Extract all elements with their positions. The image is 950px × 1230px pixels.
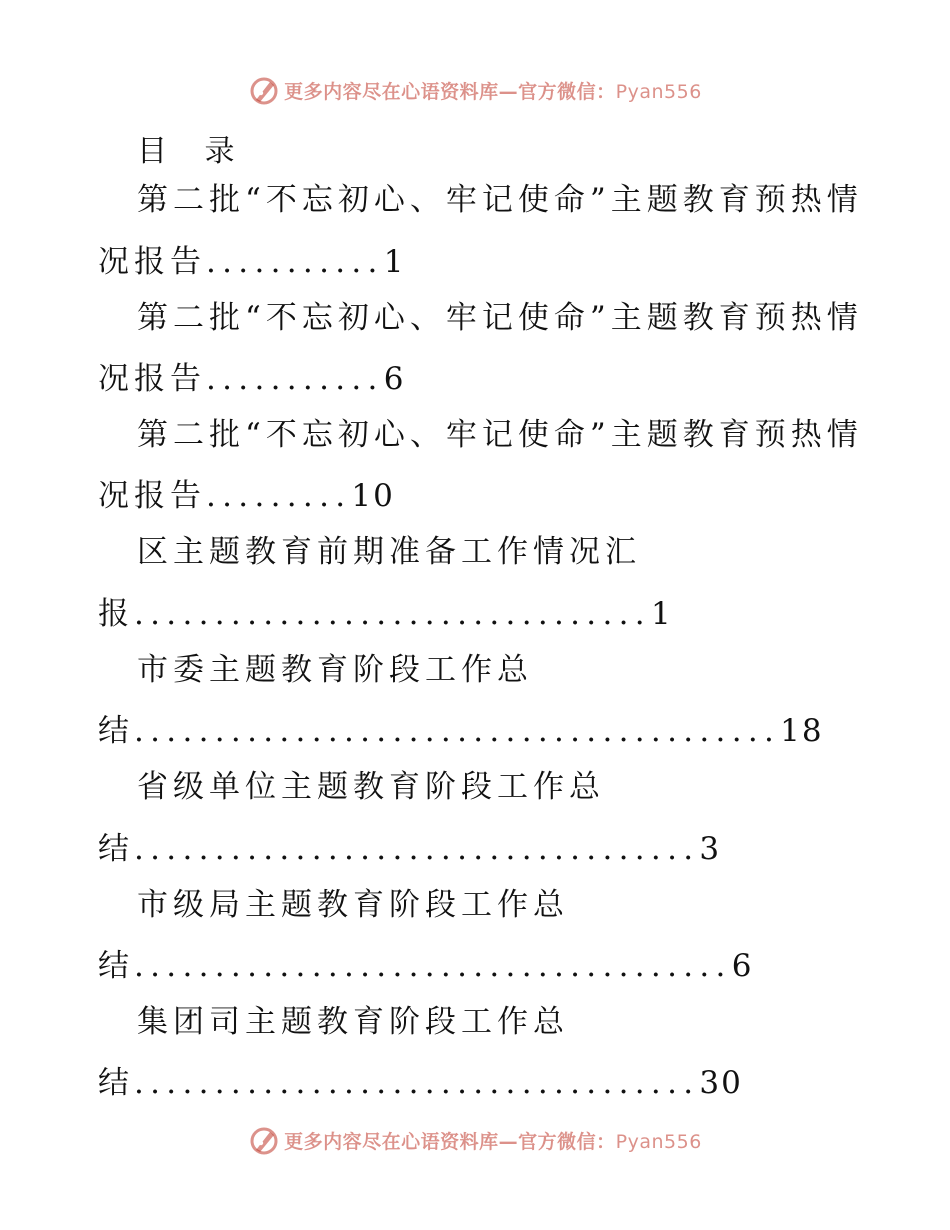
toc-leader-dots: ......... [206, 478, 352, 514]
toc-entry-title: 区主题教育前期准备工作情况汇 [137, 534, 641, 570]
toc-entry-tail: 结 [98, 713, 134, 749]
toc-leader-dots: ........... [206, 361, 384, 397]
toc-entry-continuation [98, 946, 753, 986]
toc-entry-continuation [98, 359, 405, 399]
toc-entry-continuation [98, 242, 405, 282]
watermark-text [284, 77, 702, 104]
toc-entry-continuation [98, 1063, 743, 1103]
toc-entry-tail: 况报告 [98, 478, 206, 514]
toc-entry-tail: 结 [98, 831, 134, 867]
toc-entry-title: 集团司主题教育阶段工作总 [137, 1004, 569, 1040]
watermark-handle: Pyan556 [615, 1130, 702, 1153]
toc-page-number: 10 [351, 478, 395, 514]
toc-leader-dots: ..................................... [134, 948, 732, 984]
toc-entry-title: 省级单位主题教育阶段工作总 [137, 769, 605, 805]
watermark-handle: Pyan556 [615, 80, 702, 103]
toc-entry-title: 市级局主题教育阶段工作总 [137, 887, 569, 923]
watermark-banner-top [0, 70, 950, 110]
toc-entry-tail: 况报告 [98, 244, 206, 280]
pen-logo-icon [248, 1124, 280, 1156]
toc-leader-dots: ................................ [134, 596, 651, 632]
toc-page-number: 18 [780, 713, 824, 749]
toc-page-number: 6 [383, 361, 406, 397]
toc-entry-tail: 结 [98, 948, 134, 984]
toc-leader-dots: ........................................ [134, 713, 781, 749]
toc-entry-title: 市委主题教育阶段工作总 [137, 652, 533, 688]
toc-entry-continuation [98, 711, 824, 751]
toc-entry-title: 第二批“不忘初心、牢记使命”主题教育预热情 [137, 182, 863, 218]
toc-entry-tail: 结 [98, 1065, 134, 1101]
toc-leader-dots: ................................... [134, 1065, 700, 1101]
toc-entry-tail: 报 [98, 596, 134, 632]
toc-heading: 目 录 [137, 134, 249, 169]
toc-page-number: 1 [650, 596, 673, 632]
toc-page-number: 30 [699, 1065, 743, 1101]
watermark-slogan: 更多内容尽在心语资料库—官方微信： [284, 80, 616, 103]
watermark-banner-bottom [0, 1120, 950, 1160]
toc-entry-tail: 况报告 [98, 361, 206, 397]
toc-page-number: 6 [731, 948, 754, 984]
toc-entry-continuation [98, 476, 395, 516]
toc-leader-dots: ................................... [134, 831, 700, 867]
toc-page-number: 1 [383, 244, 406, 280]
toc-entry-title: 第二批“不忘初心、牢记使命”主题教育预热情 [137, 300, 863, 336]
toc-page-number: 3 [699, 831, 722, 867]
watermark-slogan: 更多内容尽在心语资料库—官方微信： [284, 1130, 616, 1153]
toc-entry-title: 第二批“不忘初心、牢记使命”主题教育预热情 [137, 417, 863, 453]
toc-entry-continuation [98, 594, 673, 634]
watermark-text [284, 1127, 702, 1154]
toc-entry-continuation [98, 829, 721, 869]
toc-leader-dots: ........... [206, 244, 384, 280]
pen-logo-icon [248, 74, 280, 106]
